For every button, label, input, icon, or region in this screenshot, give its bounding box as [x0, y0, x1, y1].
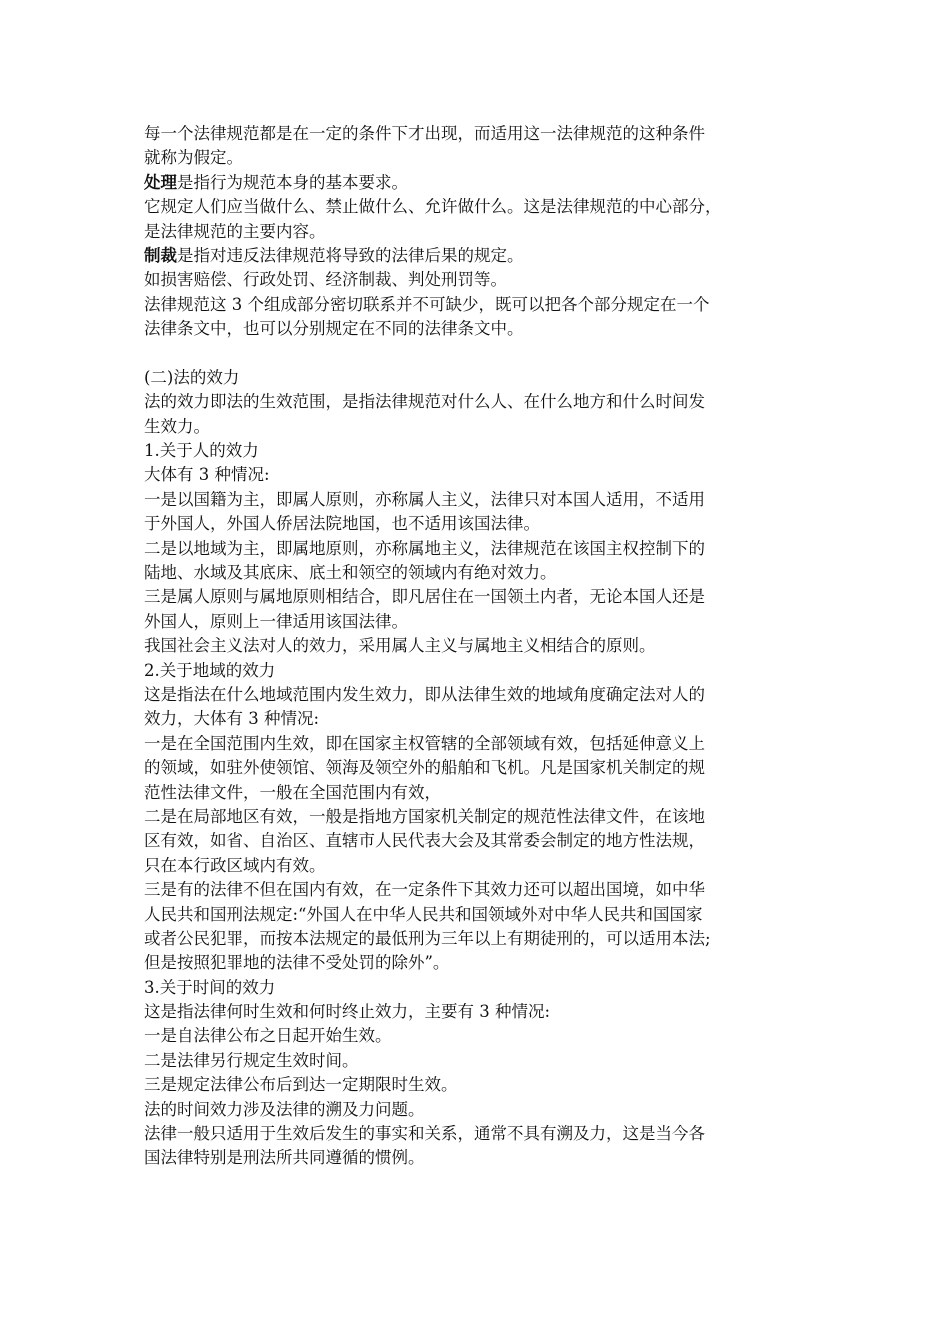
line-text: 它规定人们应当做什么、禁止做什么、允许做什么。这是法律规范的中心部分， — [144, 197, 722, 217]
text-line — [144, 732, 814, 756]
text-line — [144, 756, 814, 780]
text-line — [144, 854, 814, 878]
text-line — [144, 195, 814, 219]
text-line — [144, 659, 814, 683]
line-text: 三是规定法律公布后到达一定期限时生效。 — [144, 1075, 458, 1095]
line-text: 每一个法律规范都是在一定的条件下才出现，而适用这一法律规范的这种条件 — [144, 124, 705, 143]
text-line — [144, 610, 814, 634]
line-text: 我国社会主义法对人的效力，采用属人主义与属地主义相结合的原则。 — [144, 636, 656, 656]
line-text: 法的时间效力涉及法律的溯及力问题。 — [144, 1099, 425, 1119]
text-line — [144, 1049, 814, 1073]
blank-line — [144, 342, 814, 366]
line-text: 只在本行政区域内有效。 — [144, 855, 326, 875]
line-text: 陆地、水域及其底床、底土和领空的领域内有绝对效力。 — [144, 563, 557, 583]
document-page — [144, 122, 814, 1171]
line-text: 法律规范这 3 个组成部分密切联系并不可缺少，既可以把各个部分规定在一个 — [144, 294, 710, 314]
line-text: 外国人，原则上一律适用该国法律。 — [144, 611, 408, 631]
line-text: 法律条文中，也可以分别规定在不同的法律条文中。 — [144, 319, 524, 339]
line-text: 是法律规范的主要内容。 — [144, 221, 326, 241]
text-line — [144, 878, 814, 902]
line-text: 1.关于人的效力 — [144, 441, 259, 461]
line-text: 法律一般只适用于生效后发生的事实和关系，通常不具有溯及力，这是当今各 — [144, 1124, 705, 1144]
line-text: 一是自法律公布之日起开始生效。 — [144, 1026, 392, 1046]
line-text: 这是指法律何时生效和何时终止效力，主要有 3 种情况: — [144, 1002, 551, 1022]
bold-term: 制裁 — [144, 245, 177, 265]
line-text: 范性法律文件，一般在全国范围内有效， — [144, 782, 441, 802]
text-line — [144, 463, 814, 487]
line-text: 三是属人原则与属地原则相结合，即凡居住在一国领土内者，无论本国人还是 — [144, 587, 705, 607]
text-line — [144, 1122, 814, 1146]
line-text: 大体有 3 种情况: — [144, 465, 270, 485]
text-line — [144, 244, 814, 268]
line-text: 一是以国籍为主，即属人原则，亦称属人主义，法律只对本国人适用，不适用 — [144, 489, 705, 509]
text-line — [144, 366, 814, 390]
text-line — [144, 634, 814, 658]
text-line — [144, 146, 814, 170]
line-text: 就称为假定。 — [144, 148, 243, 168]
text-line — [144, 537, 814, 561]
text-line — [144, 805, 814, 829]
text-line — [144, 561, 814, 585]
line-text: 一是在全国范围内生效，即在国家主权管辖的全部领域有效，包括延伸意义上 — [144, 733, 705, 753]
text-line — [144, 1098, 814, 1122]
text-line — [144, 439, 814, 463]
text-line — [144, 171, 814, 195]
line-text: 区有效，如省、自治区、直辖市人民代表大会及其常委会制定的地方性法规， — [144, 831, 705, 851]
text-line — [144, 585, 814, 609]
text-line — [144, 390, 814, 414]
line-text: 或者公民犯罪，而按本法规定的最低刑为三年以上有期徒刑的，可以适用本法; — [144, 928, 711, 948]
line-text: 是指行为规范本身的基本要求。 — [177, 172, 408, 192]
text-line — [144, 1073, 814, 1097]
text-line — [144, 488, 814, 512]
line-text: 这是指法在什么地域范围内发生效力，即从法律生效的地域角度确定法对人的 — [144, 684, 705, 704]
line-text: 国法律特别是刑法所共同遵循的惯例。 — [144, 1148, 425, 1168]
line-text: 2.关于地域的效力 — [144, 660, 276, 680]
line-text: 于外国人，外国人侨居法院地国，也不适用该国法律。 — [144, 514, 540, 534]
line-text: 但是按照犯罪地的法律不受处罚的除外”。 — [144, 953, 450, 973]
text-line — [144, 976, 814, 1000]
text-line — [144, 293, 814, 317]
text-line — [144, 1146, 814, 1170]
line-text: 效力，大体有 3 种情况: — [144, 709, 320, 729]
text-line — [144, 781, 814, 805]
line-text: 生效力。 — [144, 416, 210, 436]
line-text: 的领域，如驻外使领馆、领海及领空外的船舶和飞机。凡是国家机关制定的规 — [144, 758, 705, 778]
text-line — [144, 268, 814, 292]
text-line — [144, 683, 814, 707]
text-line — [144, 707, 814, 731]
text-line — [144, 512, 814, 536]
line-text: 如损害赔偿、行政处罚、经济制裁、判处刑罚等。 — [144, 270, 507, 290]
text-line — [144, 415, 814, 439]
text-line — [144, 903, 814, 927]
line-text: 3.关于时间的效力 — [144, 977, 276, 997]
line-text: 法的效力即法的生效范围，是指法律规范对什么人、在什么地方和什么时间发 — [144, 392, 705, 412]
line-text: 三是有的法律不但在国内有效，在一定条件下其效力还可以超出国境，如中华 — [144, 880, 705, 900]
line-text: 二是在局部地区有效，一般是指地方国家机关制定的规范性法律文件，在该地 — [144, 806, 705, 826]
line-text: 是指对违反法律规范将导致的法律后果的规定。 — [177, 245, 524, 265]
text-line — [144, 1000, 814, 1024]
text-line — [144, 220, 814, 244]
text-line — [144, 927, 814, 951]
text-line — [144, 951, 814, 975]
line-text: 二是以地域为主，即属地原则，亦称属地主义，法律规范在该国主权控制下的 — [144, 538, 705, 558]
line-text: 人民共和国刑法规定:“外国人在中华人民共和国领域外对中华人民共和国国家 — [144, 904, 703, 924]
text-line — [144, 1024, 814, 1048]
text-line — [144, 122, 814, 146]
bold-term: 处理 — [144, 172, 177, 192]
line-text: 二是法律另行规定生效时间。 — [144, 1050, 359, 1070]
line-text: (二)法的效力 — [144, 367, 240, 387]
text-line — [144, 829, 814, 853]
text-line — [144, 317, 814, 341]
